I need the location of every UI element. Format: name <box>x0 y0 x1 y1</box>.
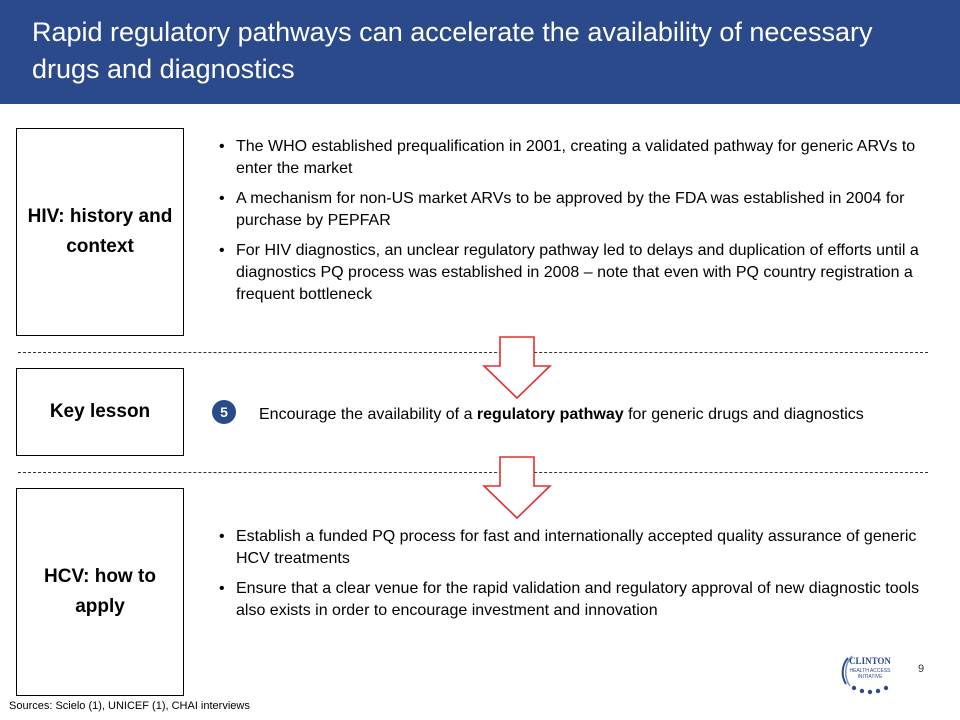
key-lesson-text-end: for generic drugs and diagnostics <box>623 406 864 423</box>
hiv-context-label: HIV: history and context <box>27 206 173 257</box>
logo-text-1: CLINTON <box>849 656 891 666</box>
down-arrow-icon <box>482 456 552 520</box>
sources-footnote: Sources: Scielo (1), UNICEF (1), CHAI interviews <box>9 700 250 712</box>
lesson-number-badge: 5 <box>212 400 236 424</box>
key-lesson-text <box>259 404 929 426</box>
title-bar <box>0 0 960 104</box>
hiv-bullet-list <box>216 136 928 314</box>
hiv-context-box <box>16 128 184 336</box>
hcv-bullet-2: • Ensure that a clear venue for the rapid validation and regulatory approval of new diagnostic tools also exists in order to encourage investment and innovation <box>216 578 928 622</box>
divider-bottom <box>18 472 928 473</box>
page-number: 9 <box>918 663 925 675</box>
logo-text-3: INITIATIVE <box>857 674 883 680</box>
key-lesson-text-bold: regulatory pathway <box>476 406 624 423</box>
hiv-bullet-2: • A mechanism for non-US market ARVs to be approved by the FDA was established in 2004 for purchase by PEPFAR <box>216 188 928 232</box>
key-lesson-label: Key lesson <box>49 401 151 422</box>
hcv-bullet-list <box>216 526 928 630</box>
hcv-apply-box <box>16 488 184 696</box>
hiv-bullet-1: • The WHO established prequalification in 2001, creating a validated pathway for generic ARVs to enter the market <box>216 136 928 180</box>
chai-logo <box>826 650 910 696</box>
key-lesson-box <box>16 368 184 456</box>
hcv-apply-label: HCV: how to apply <box>44 566 156 617</box>
divider-top <box>18 352 928 353</box>
hcv-bullet-1: • Establish a funded PQ process for fast and internationally accepted quality assurance of generic HCV treatments <box>216 526 928 570</box>
slide-title: Rapid regulatory pathways can accelerate the availability of necessary drugs and diagnostics <box>32 17 873 84</box>
logo-text-2: HEALTH ACCESS <box>849 668 891 674</box>
key-lesson-text-start: Encourage the availability of a <box>259 406 477 423</box>
hiv-bullet-3: • For HIV diagnostics, an unclear regulatory pathway led to delays and duplication of efforts until a diagnostics PQ process was established in 2008 – note that even with PQ country registration a frequent bottleneck <box>216 240 928 306</box>
logo-stars <box>852 686 888 694</box>
down-arrow-icon <box>482 336 552 400</box>
